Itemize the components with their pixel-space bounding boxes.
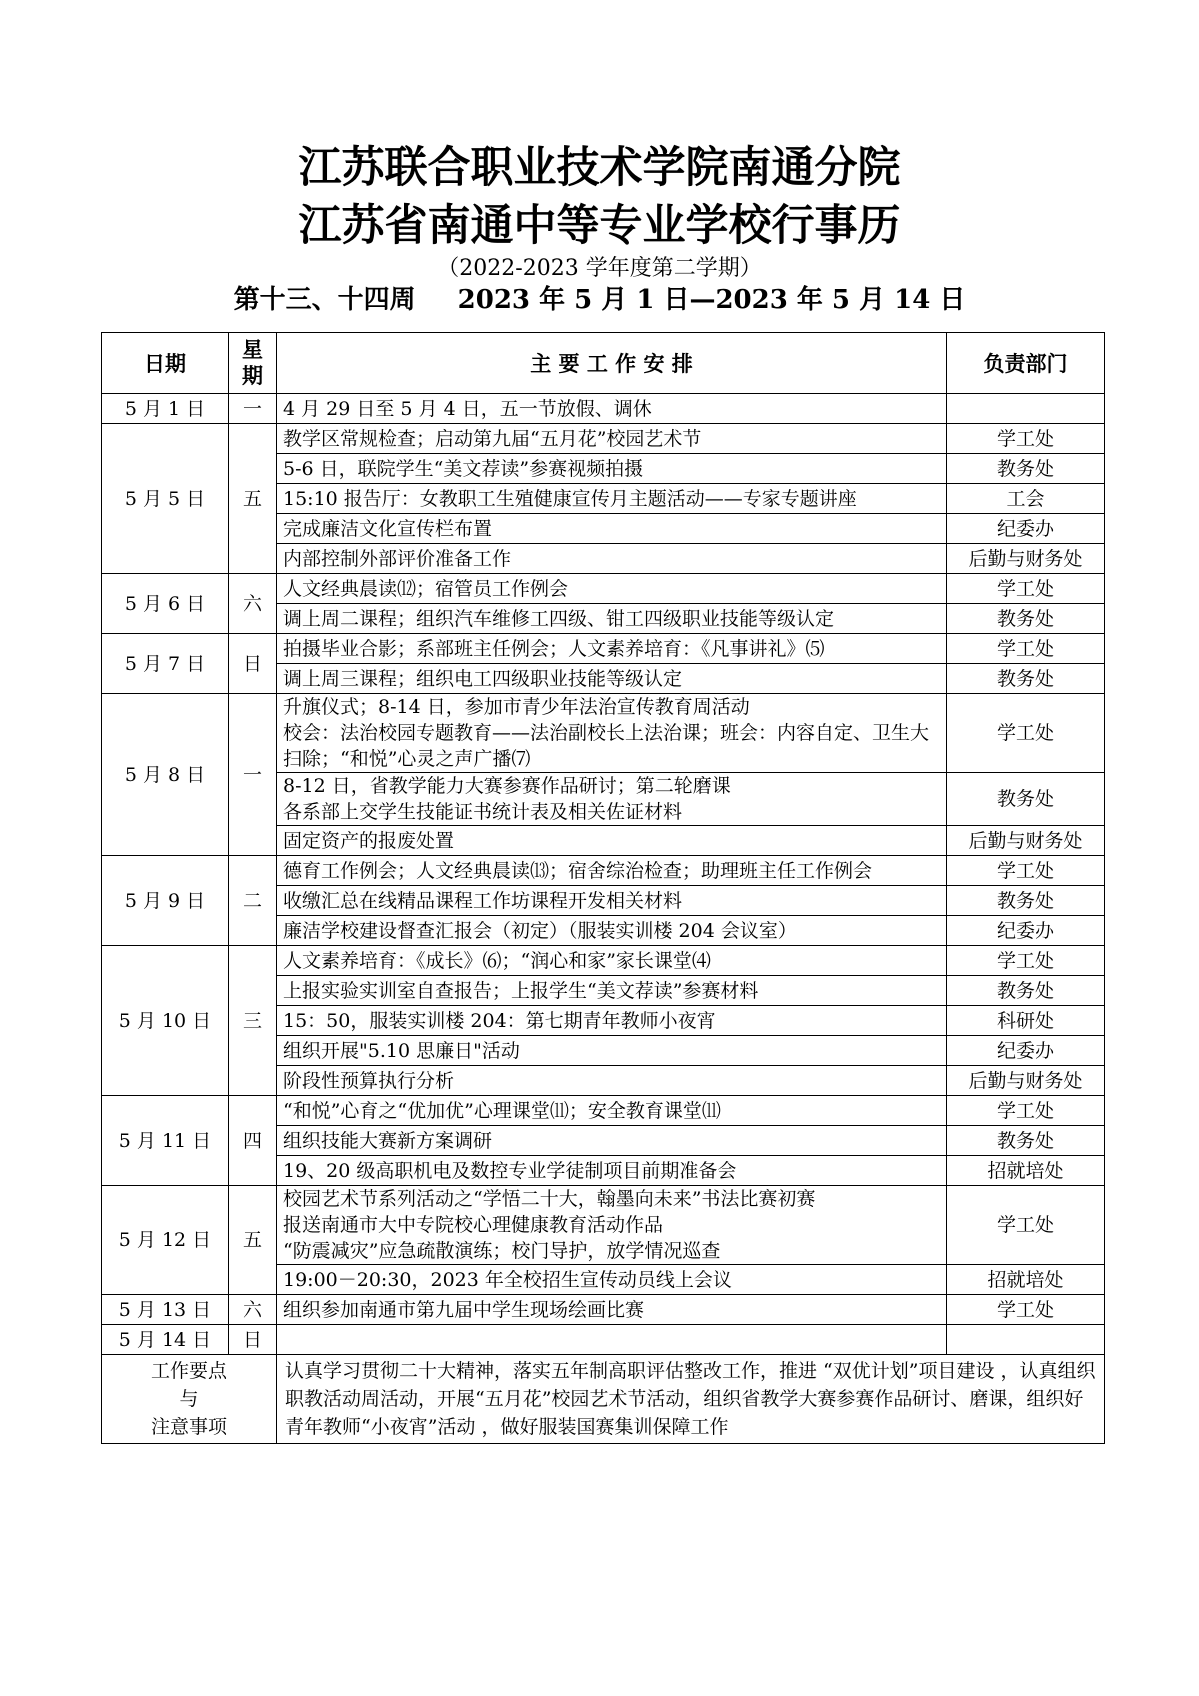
date-cell: 5 月 13 日 [102,1295,229,1325]
dept-cell: 教务处 [947,773,1105,826]
dept-cell: 学工处 [947,1186,1105,1265]
notes-label-line: 与 [179,1388,199,1410]
task-cell: 15：50，服装实训楼 204：第七期青年教师小夜宵 [277,1006,947,1036]
task-cell: 19:00－20:30，2023 年全校招生宣传动员线上会议 [277,1265,947,1295]
dept-cell: 招就培处 [947,1265,1105,1295]
table-row [102,694,1105,773]
dept-cell: 工会 [947,484,1105,514]
dept-cell: 纪委办 [947,514,1105,544]
dept-cell [947,1325,1105,1355]
date-cell: 5 月 1 日 [102,394,229,424]
task-line: 校会：法治校园专题教育——法治副校长上法治课；班会：内容自定、卫生大扫除；“和悦”心灵之声广播⑺ [283,722,930,770]
dept-cell: 学工处 [947,946,1105,976]
dept-cell: 学工处 [947,634,1105,664]
table-row [102,1096,1105,1126]
task-cell: 调上周三课程；组织电工四级职业技能等级认定 [277,664,947,694]
table-row [102,1186,1105,1265]
weekday-cell: 四 [229,1096,277,1186]
task-cell: 人文素养培育：《成长》⑹；“润心和家”家长课堂⑷ [277,946,947,976]
dept-cell: 招就培处 [947,1156,1105,1186]
task-cell: 组织技能大赛新方案调研 [277,1126,947,1156]
weekday-cell: 五 [229,1186,277,1295]
weekday-cell: 日 [229,634,277,694]
weekday-cell: 一 [229,694,277,856]
task-cell: 德育工作例会；人文经典晨读⒀；宿舍综治检查；助理班主任工作例会 [277,856,947,886]
table-row [102,394,1105,424]
header-weekday-l1: 星 [242,337,263,362]
task-line: 8-12 日，省教学能力大赛参赛作品研讨；第二轮磨课 [283,775,731,797]
dept-cell: 教务处 [947,886,1105,916]
dept-cell: 学工处 [947,424,1105,454]
dept-cell: 科研处 [947,1006,1105,1036]
task-cell [277,1186,947,1265]
task-cell: 调上周二课程；组织汽车维修工四级、钳工四级职业技能等级认定 [277,604,947,634]
table-row [102,574,1105,604]
notes-label-line: 工作要点 [150,1360,227,1382]
task-line: 各系部上交学生技能证书统计表及相关佐证材料 [283,801,683,823]
dept-cell: 教务处 [947,604,1105,634]
task-cell: 5-6 日，联院学生“美文荐读”参赛视频拍摄 [277,454,947,484]
semester-subtitle: （2022-2023 学年度第二学期） [437,256,762,281]
table-row [102,856,1105,886]
page-title-line-2: 江苏省南通中等专业学校行事历 [298,201,901,251]
notes-label [102,1355,277,1444]
date-cell: 5 月 11 日 [102,1096,229,1186]
task-cell [277,1325,947,1355]
dept-cell: 教务处 [947,976,1105,1006]
notes-text: 认真学习贯彻二十大精神，落实五年制高职评估整改工作，推进 “双优计划”项目建设 ，认真组织职教活动周活动，开展“五月花”校园艺术节活动，组织省教学大赛参赛作品研讨、磨课，组织好青年教师“小夜宵”活动 ，做好服装国赛集训保障工作 [277,1355,1105,1444]
table-row [102,424,1105,454]
task-cell: 15:10 报告厅：女教职工生殖健康宣传月主题活动——专家专题讲座 [277,484,947,514]
weekday-cell: 一 [229,394,277,424]
task-cell: 教学区常规检查；启动第九届“五月花”校园艺术节 [277,424,947,454]
dept-cell: 后勤与财务处 [947,544,1105,574]
table-row [102,946,1105,976]
header-dept: 负责部门 [947,333,1105,394]
date-cell: 5 月 8 日 [102,694,229,856]
dept-cell: 纪委办 [947,1036,1105,1066]
dept-cell: 学工处 [947,574,1105,604]
header-date: 日期 [102,333,229,394]
dept-cell: 纪委办 [947,916,1105,946]
date-cell: 5 月 6 日 [102,574,229,634]
dept-cell: 学工处 [947,1295,1105,1325]
dept-cell: 学工处 [947,694,1105,773]
header-weekday-l2: 期 [242,363,263,388]
task-cell: 廉洁学校建设督查汇报会（初定）（服装实训楼 204 会议室） [277,916,947,946]
weekday-cell: 三 [229,946,277,1096]
week-range-line [0,283,1199,317]
task-cell: 完成廉洁文化宣传栏布置 [277,514,947,544]
weekday-cell: 五 [229,424,277,574]
task-line: 报送南通市大中专院校心理健康教育活动作品 [283,1214,664,1236]
dept-cell: 教务处 [947,1126,1105,1156]
task-cell: 固定资产的报废处置 [277,826,947,856]
notes-row [102,1355,1105,1444]
header-weekday [229,333,277,394]
week-label: 第十三、十四周 [233,285,416,315]
date-cell: 5 月 5 日 [102,424,229,574]
date-cell: 5 月 12 日 [102,1186,229,1295]
task-cell: 上报实验实训室自查报告；上报学生“美文荐读”参赛材料 [277,976,947,1006]
weekday-cell: 六 [229,1295,277,1325]
date-cell: 5 月 14 日 [102,1325,229,1355]
dept-cell: 教务处 [947,454,1105,484]
task-cell: 19、20 级高职机电及数控专业学徒制项目前期准备会 [277,1156,947,1186]
dept-cell: 后勤与财务处 [947,1066,1105,1096]
date-cell: 5 月 10 日 [102,946,229,1096]
task-line: 校园艺术节系列活动之“学悟二十大，翰墨向未来”书法比赛初赛 [283,1188,816,1210]
schedule-table [101,332,1105,1444]
task-cell: 收缴汇总在线精品课程工作坊课程开发相关材料 [277,886,947,916]
task-cell: 人文经典晨读⑿；宿管员工作例会 [277,574,947,604]
weekday-cell: 六 [229,574,277,634]
notes-label-line: 注意事项 [150,1416,227,1438]
date-cell: 5 月 7 日 [102,634,229,694]
date-range: 2023 年 5 月 1 日—2023 年 5 月 14 日 [457,285,966,315]
table-row [102,1325,1105,1355]
task-cell: “和悦”心育之“优加优”心理课堂⑾；安全教育课堂⑾ [277,1096,947,1126]
dept-cell: 学工处 [947,856,1105,886]
dept-cell [947,394,1105,424]
page-title-line-1: 江苏联合职业技术学院南通分院 [298,143,901,193]
table-row [102,1295,1105,1325]
dept-cell: 后勤与财务处 [947,826,1105,856]
task-line: 升旗仪式；8-14 日，参加市青少年法治宣传教育周活动 [283,696,750,718]
weekday-cell: 二 [229,856,277,946]
dept-cell: 教务处 [947,664,1105,694]
dept-cell: 学工处 [947,1096,1105,1126]
task-cell: 组织开展"5.10 思廉日"活动 [277,1036,947,1066]
task-cell: 组织参加南通市第九届中学生现场绘画比赛 [277,1295,947,1325]
task-cell [277,773,947,826]
task-cell: 拍摄毕业合影；系部班主任例会；人文素养培育：《凡事讲礼》⑸ [277,634,947,664]
task-line: “防震减灾”应急疏散演练；校门导护，放学情况巡查 [283,1240,721,1262]
table-row [102,634,1105,664]
task-cell: 阶段性预算执行分析 [277,1066,947,1096]
header-tasks: 主 要 工 作 安 排 [277,333,947,394]
date-cell: 5 月 9 日 [102,856,229,946]
weekday-cell: 日 [229,1325,277,1355]
task-cell [277,694,947,773]
task-cell: 4 月 29 日至 5 月 4 日，五一节放假、调休 [277,394,947,424]
header-row [102,333,1105,394]
task-cell: 内部控制外部评价准备工作 [277,544,947,574]
